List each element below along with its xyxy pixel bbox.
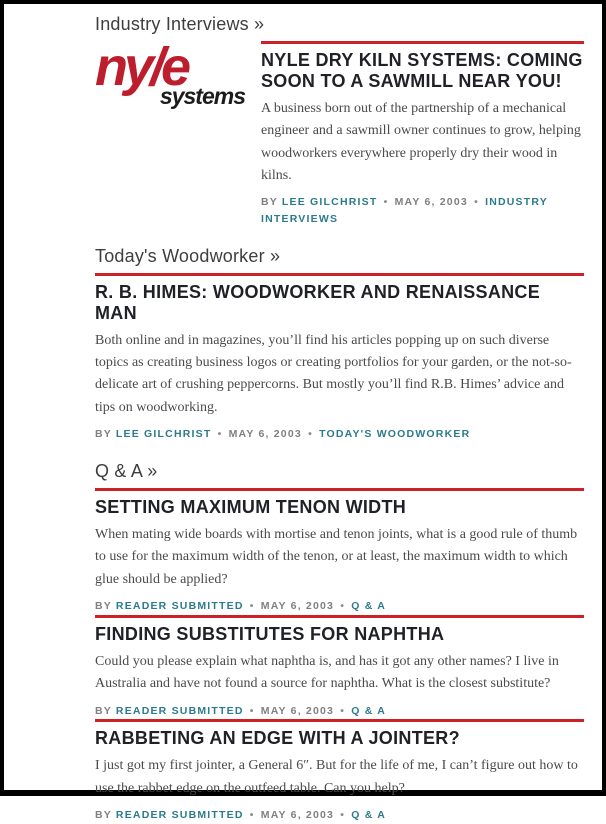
article-excerpt: I just got my first jointer, a General 6″. But for the life of me, I can’t figure out how to use the rabbet edge on the outfeed table. Can you help? xyxy=(95,758,578,796)
article-byline xyxy=(261,194,584,228)
byline-date: MAY 6, 2003 xyxy=(260,704,335,717)
divider-rule xyxy=(95,615,584,618)
divider-rule xyxy=(95,488,584,491)
divider-rule xyxy=(261,41,584,44)
article-title[interactable]: SETTING MAXIMUM TENON WIDTH xyxy=(95,497,407,518)
article-byline xyxy=(95,426,584,443)
divider-rule xyxy=(95,273,584,276)
section-q-and-a xyxy=(95,461,584,824)
article-title[interactable]: R. B. HIMES: WOODWORKER AND RENAISSANCE MAN xyxy=(95,281,541,323)
byline-by: BY xyxy=(95,808,112,821)
section-link-q-and-a[interactable]: Q & A » xyxy=(95,461,158,482)
article-card xyxy=(95,273,584,443)
byline-separator: • xyxy=(217,428,223,441)
article-title[interactable]: RABBETING AN EDGE WITH A JOINTER? xyxy=(95,728,460,749)
byline-date: MAY 6, 2003 xyxy=(228,428,302,441)
byline-by: BY xyxy=(95,704,112,717)
byline-separator: • xyxy=(474,196,479,209)
article-excerpt: Both online and in magazines, you’ll find his articles popping up on such diverse topics as creating business logos or creating portfolios for your garden, or the not-so-delicate art of crushing peppercorns. But mostly you’ll find R.B. Himes’ advice and tips on woodworking. xyxy=(95,332,572,415)
section-link-todays-woodworker[interactable]: Today's Woodworker » xyxy=(95,245,281,266)
article-card xyxy=(95,488,584,615)
byline-separator: • xyxy=(340,600,346,613)
byline-date: MAY 6, 2003 xyxy=(394,196,468,209)
byline-separator: • xyxy=(249,704,255,717)
nyle-logo-wordmark: ny/e xyxy=(95,37,188,97)
byline-category-link[interactable]: TODAY'S WOODWORKER xyxy=(319,428,471,441)
byline-author-link[interactable]: READER SUBMITTED xyxy=(115,600,244,613)
byline-separator: • xyxy=(308,428,313,441)
article-card xyxy=(95,615,584,719)
article-byline xyxy=(95,598,584,615)
byline-by: BY xyxy=(261,196,278,209)
article-title[interactable]: NYLE DRY KILN SYSTEMS: COMING SOON TO A SAWMILL NEAR YOU! xyxy=(261,50,583,91)
article-card xyxy=(95,719,584,823)
article-byline xyxy=(95,807,584,824)
article-card xyxy=(261,41,584,228)
byline-author-link[interactable]: READER SUBMITTED xyxy=(115,704,244,717)
article-byline xyxy=(95,703,584,720)
byline-author-link[interactable]: READER SUBMITTED xyxy=(115,808,244,821)
section-todays-woodworker xyxy=(95,246,584,443)
byline-category-link[interactable]: Q & A xyxy=(351,808,387,821)
nyle-logo-subtext: systems xyxy=(159,82,245,109)
article-excerpt: When mating wide boards with mortise and tenon joints, what is a good rule of thumb to use for the maximum width of the tenon, or at least, the maximum width to which glue should be applied? xyxy=(95,526,578,587)
byline-category-link[interactable]: INDUSTRY INTERVIEWS xyxy=(261,196,548,226)
byline-separator: • xyxy=(340,808,346,821)
byline-by: BY xyxy=(95,600,112,613)
nyle-systems-logo[interactable] xyxy=(95,37,247,109)
byline-category-link[interactable]: Q & A xyxy=(351,704,387,717)
section-link-industry-interviews[interactable]: Industry Interviews » xyxy=(95,14,265,34)
divider-rule xyxy=(95,719,584,722)
byline-by: BY xyxy=(95,428,112,441)
byline-category-link[interactable]: Q & A xyxy=(351,600,387,613)
byline-separator: • xyxy=(249,808,255,821)
article-excerpt: Could you please explain what naphtha is, and has it got any other names? I live in Australia and have not found a source for naphtha. What is the closest substitute? xyxy=(95,653,559,692)
article-title[interactable]: FINDING SUBSTITUTES FOR NAPHTHA xyxy=(95,623,445,644)
article-row xyxy=(95,37,584,228)
byline-author-link[interactable]: LEE GILCHRIST xyxy=(115,428,212,441)
byline-date: MAY 6, 2003 xyxy=(260,808,335,821)
article-excerpt: A business born out of the partnership of a mechanical engineer and a sawmill owner continues to grow, helping woodworkers everywhere properly dry their wood in kilns. xyxy=(261,100,581,183)
byline-separator: • xyxy=(383,196,389,209)
section-industry-interviews xyxy=(95,14,584,228)
byline-author-link[interactable]: LEE GILCHRIST xyxy=(281,196,378,209)
byline-separator: • xyxy=(340,704,346,717)
byline-date: MAY 6, 2003 xyxy=(260,600,335,613)
byline-separator: • xyxy=(249,600,255,613)
